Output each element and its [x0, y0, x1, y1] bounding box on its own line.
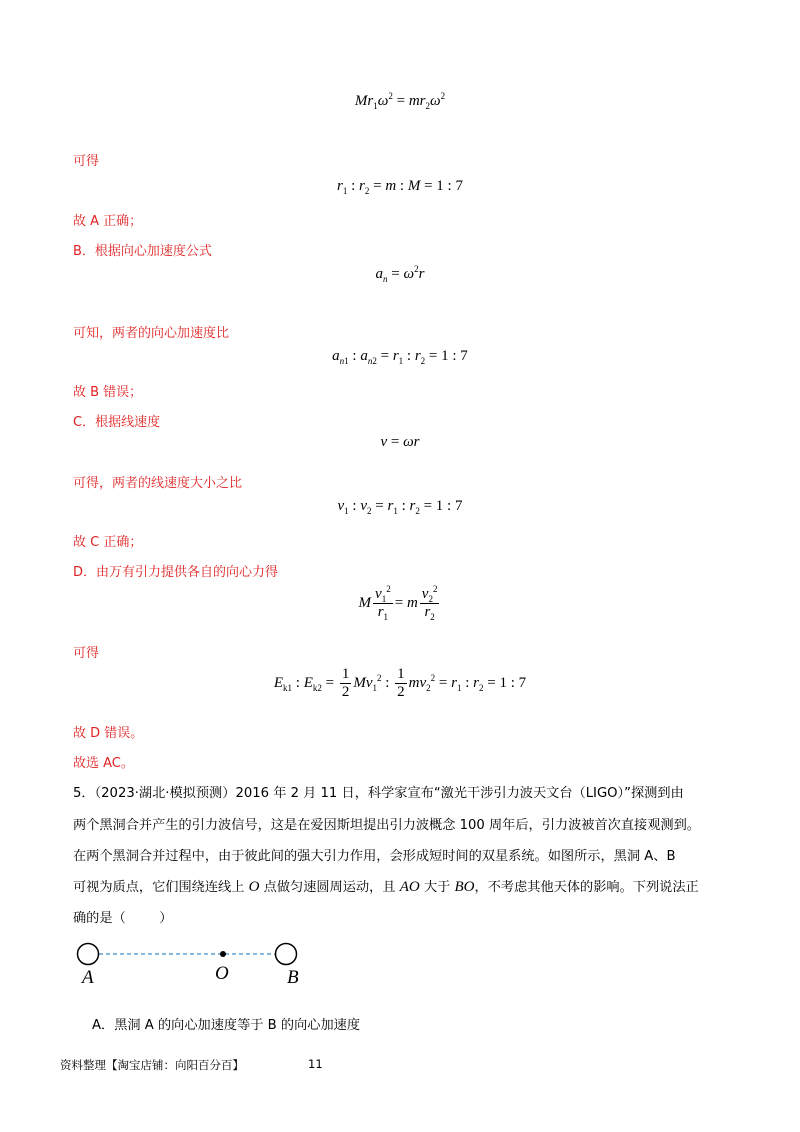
center-point-o	[220, 951, 226, 957]
label-o: O	[215, 963, 229, 984]
conclusion-d: 故 D 错误。	[73, 726, 144, 741]
question-5-line-1	[73, 778, 753, 809]
segment-bo-ref: BO	[454, 879, 475, 895]
question-source: （2023·湖北·模拟预测）	[94, 786, 236, 801]
option-c-text: C．根据线速度	[73, 415, 161, 430]
equation-2: $r_1$ : $r_2 = m$ : M = 1 : 7	[337, 178, 463, 196]
question-5-line-4: 可视为质点，它们围绕连线上 O 点做匀速圆周运动，且 AO 大于 BO，不考虑其他天体的影响。下列说法正	[73, 879, 699, 895]
keyi-1: 可得	[73, 154, 100, 169]
conclusion-a: 故 A 正确；	[73, 214, 143, 229]
final-answer: 故选 AC。	[73, 756, 134, 771]
equation-1: $Mr_1\omega^2 = mr_2\omega^2$	[354, 91, 446, 111]
keyi-b: 可知，两者的向心加速度比	[73, 326, 230, 341]
question-line1-rest: 2016 年 2 月 11 日，科学家宣布“激光干涉引力波天文台（LIGO）”探测到由	[235, 786, 684, 801]
black-hole-b	[276, 944, 297, 965]
page-number: 11	[308, 1057, 323, 1071]
question-5-line-2: 两个黑洞合并产生的引力波信号，这是在爱因斯坦提出引力波概念 100 周年后，引力波被首次直接观测到。	[73, 818, 700, 833]
segment-ao-ref: AO	[399, 879, 420, 895]
label-a: A	[82, 967, 94, 988]
equation-7: M $\frac{v_1^2}{r_1}$ = m $\frac{v_2^2}{r_2}$	[358, 584, 438, 622]
binary-black-hole-diagram	[70, 938, 310, 988]
conclusion-c: 故 C 正确；	[73, 535, 143, 550]
equation-8: $E_{k1}$ : $E_{k2}$ = $\frac{1}{2}$ $Mv_1^2$ : $\frac{1}{2}$ $mv_2^2 = r_1$ : $r_2 = 1$ : 7	[273, 666, 527, 700]
point-o-ref: O	[248, 879, 260, 895]
equation-6: $v_1$ : $v_2 = r_1$ : $r_2 = 1$ : 7	[337, 498, 463, 516]
question-5-line-5: 确的是（ ）	[73, 911, 173, 926]
equation-4: $a_{n1}$ : $a_{n2} = r_1$ : $r_2 = 1$ : 7	[332, 348, 468, 366]
question-5-line-3: 在两个黑洞合并过程中，由于彼此间的强大引力作用，会形成短时间的双星系统。如图所示，黑洞 A、B	[73, 849, 676, 864]
option-b-text: B．根据向心加速度公式	[73, 244, 212, 259]
equation-5: v = ωr	[380, 434, 420, 450]
keyi-c: 可得，两者的线速度大小之比	[73, 476, 243, 491]
black-hole-a	[78, 944, 99, 965]
equation-3: $a_n = \omega^2r$	[375, 264, 425, 284]
option-d-text: D．由万有引力提供各自的向心力得	[73, 565, 279, 580]
question-number: 5．	[73, 786, 95, 801]
footer-source: 资料整理【淘宝店铺：向阳百分百】	[60, 1058, 244, 1072]
conclusion-b: 故 B 错误；	[73, 385, 143, 400]
option-a: A．黑洞 A 的向心加速度等于 B 的向心加速度	[92, 1018, 361, 1033]
keyi-d: 可得	[73, 646, 100, 661]
label-b: B	[287, 967, 299, 988]
